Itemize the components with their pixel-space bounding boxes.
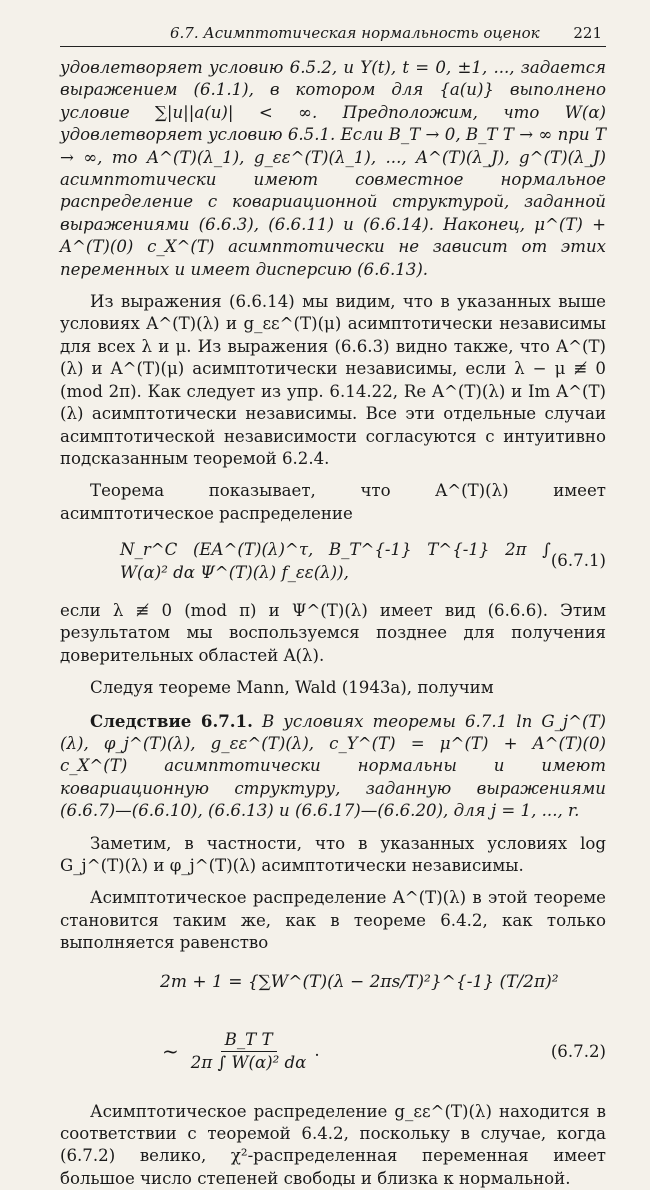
paragraph-theorem-end: удовлетворяет условию 6.5.2, и Y(t), t = 0, ±1, ..., задается выражением (6.1.1), в котором для {a(u)} выполнено условие ∑|u||a(u)| < ∞. Предположим, что W(α) удовлетворяет условию 6.5.1. Если B_T → 0, B_T T → ∞ при T → ∞, то A^(T)(λ_1), g_εε^(T)(λ_1), ..., A^(T)(λ_J), g^(T)(λ_J) асимптотически имеют совместное нормальное распределение с ковариационной структурой, заданной выражениями (6.6.3), (6.6.11) и (6.6.14). Наконец, μ^(T) + A^(T)(0) c_X^(T) асимптотически не зависит от этих переменных и имеет дисперсию (6.6.13). — [60, 58, 606, 279]
equation-6-7-2-fraction — [187, 1029, 311, 1075]
running-header — [60, 24, 606, 47]
corollary-label: Следствие 6.7.1. — [90, 710, 253, 731]
page-number: 221 — [573, 24, 602, 42]
fraction-numerator: B_T T — [221, 1029, 277, 1052]
paragraph-note: Заметим, в частности, что в указанных условиях log G_j^(T)(λ) и φ_j^(T)(λ) асимптотически независимы. — [60, 833, 606, 875]
corollary-text: В условиях теоремы 6.7.1 ln G_j^(T)(λ), φ_j^(T)(λ), g_εε^(T)(λ), c_Y^(T) = μ^(T) + A^(T)(0) c_X^(T) асимптотически нормальны и имеют ковариационную структуру, заданную выражениями (6.6.7)—(6.6.10), (6.6.13) и (6.6.17)—(6.6.20), для j = 1, ..., r. — [60, 711, 606, 821]
equation-6-7-1-formula: N_r^C (EA^(T)(λ)^τ, B_T^{-1} T^{-1} 2π ∫ W(α)² dα Ψ^(T)(λ) f_εε(λ)), — [120, 540, 551, 582]
paragraph-theorem-shows: Теорема показывает, что A^(T)(λ) имеет асимптотическое распределение — [60, 481, 606, 523]
equation-6-7-2-line1: 2m + 1 = {∑W^(T)(λ − 2πs/T)²}^{-1} (T/2π)² — [160, 971, 559, 992]
corollary-6-7-1 — [60, 710, 606, 823]
equation-6-7-2 — [60, 965, 606, 1085]
fraction-denominator: 2π ∫ W(α)² dα — [190, 1053, 307, 1073]
equation-6-7-1-number: (6.7.1) — [550, 551, 606, 571]
paragraph-mann-wald: Следуя теореме Mann, Wald (1943a), получим — [90, 678, 494, 698]
section-title: 6.7. Асимптотическая нормальность оценок — [170, 24, 540, 42]
equation-6-7-2-line2: ~ $\frac{\text{B\_T T}}{\text{2π ∫ W(α)² dα}}$ . — [162, 1029, 320, 1075]
paragraph-independence: Из выражения (6.6.14) мы видим, что в указанных выше условиях A^(T)(λ) и g_εε^(T)(μ) асимптотически независимы для всех λ и μ. Из выражения (6.6.3) видно также, что A^(T)(λ) и A^(T)(μ) асимптотически независимы, если λ − μ ≢ 0 (mod 2π). Как следует из упр. 6.14.22, Re A^(T)(λ) и Im A^(T)(λ) асимптотически независимы. Все эти отдельные случаи асимптотической независимости согласуются с интуитивно подсказанным теоремой 6.2.4. — [60, 292, 606, 468]
paragraph-asymptotic: Асимптотическое распределение A^(T)(λ) в этой теореме становится таким же, как в теореме 6.4.2, как только выполняется равенство — [60, 888, 606, 953]
paragraph-chi-square: Асимптотическое распределение g_εε^(T)(λ) находится в соответствии с теоремой 6.4.2, поскольку в случае, когда (6.7.2) велико, χ²-распределенная переменная имеет большое число степеней свободы и близка к нормальной. — [60, 1101, 606, 1188]
equation-6-7-2-number: (6.7.2) — [550, 1041, 606, 1061]
body-text — [60, 57, 606, 1190]
equation-6-7-1 — [60, 539, 606, 584]
paragraph-confidence-regions: если λ ≢ 0 (mod π) и Ψ^(T)(λ) имеет вид (6.6.6). Этим результатом мы воспользуемся позднее для получения доверительных областей A(λ). — [60, 600, 606, 665]
